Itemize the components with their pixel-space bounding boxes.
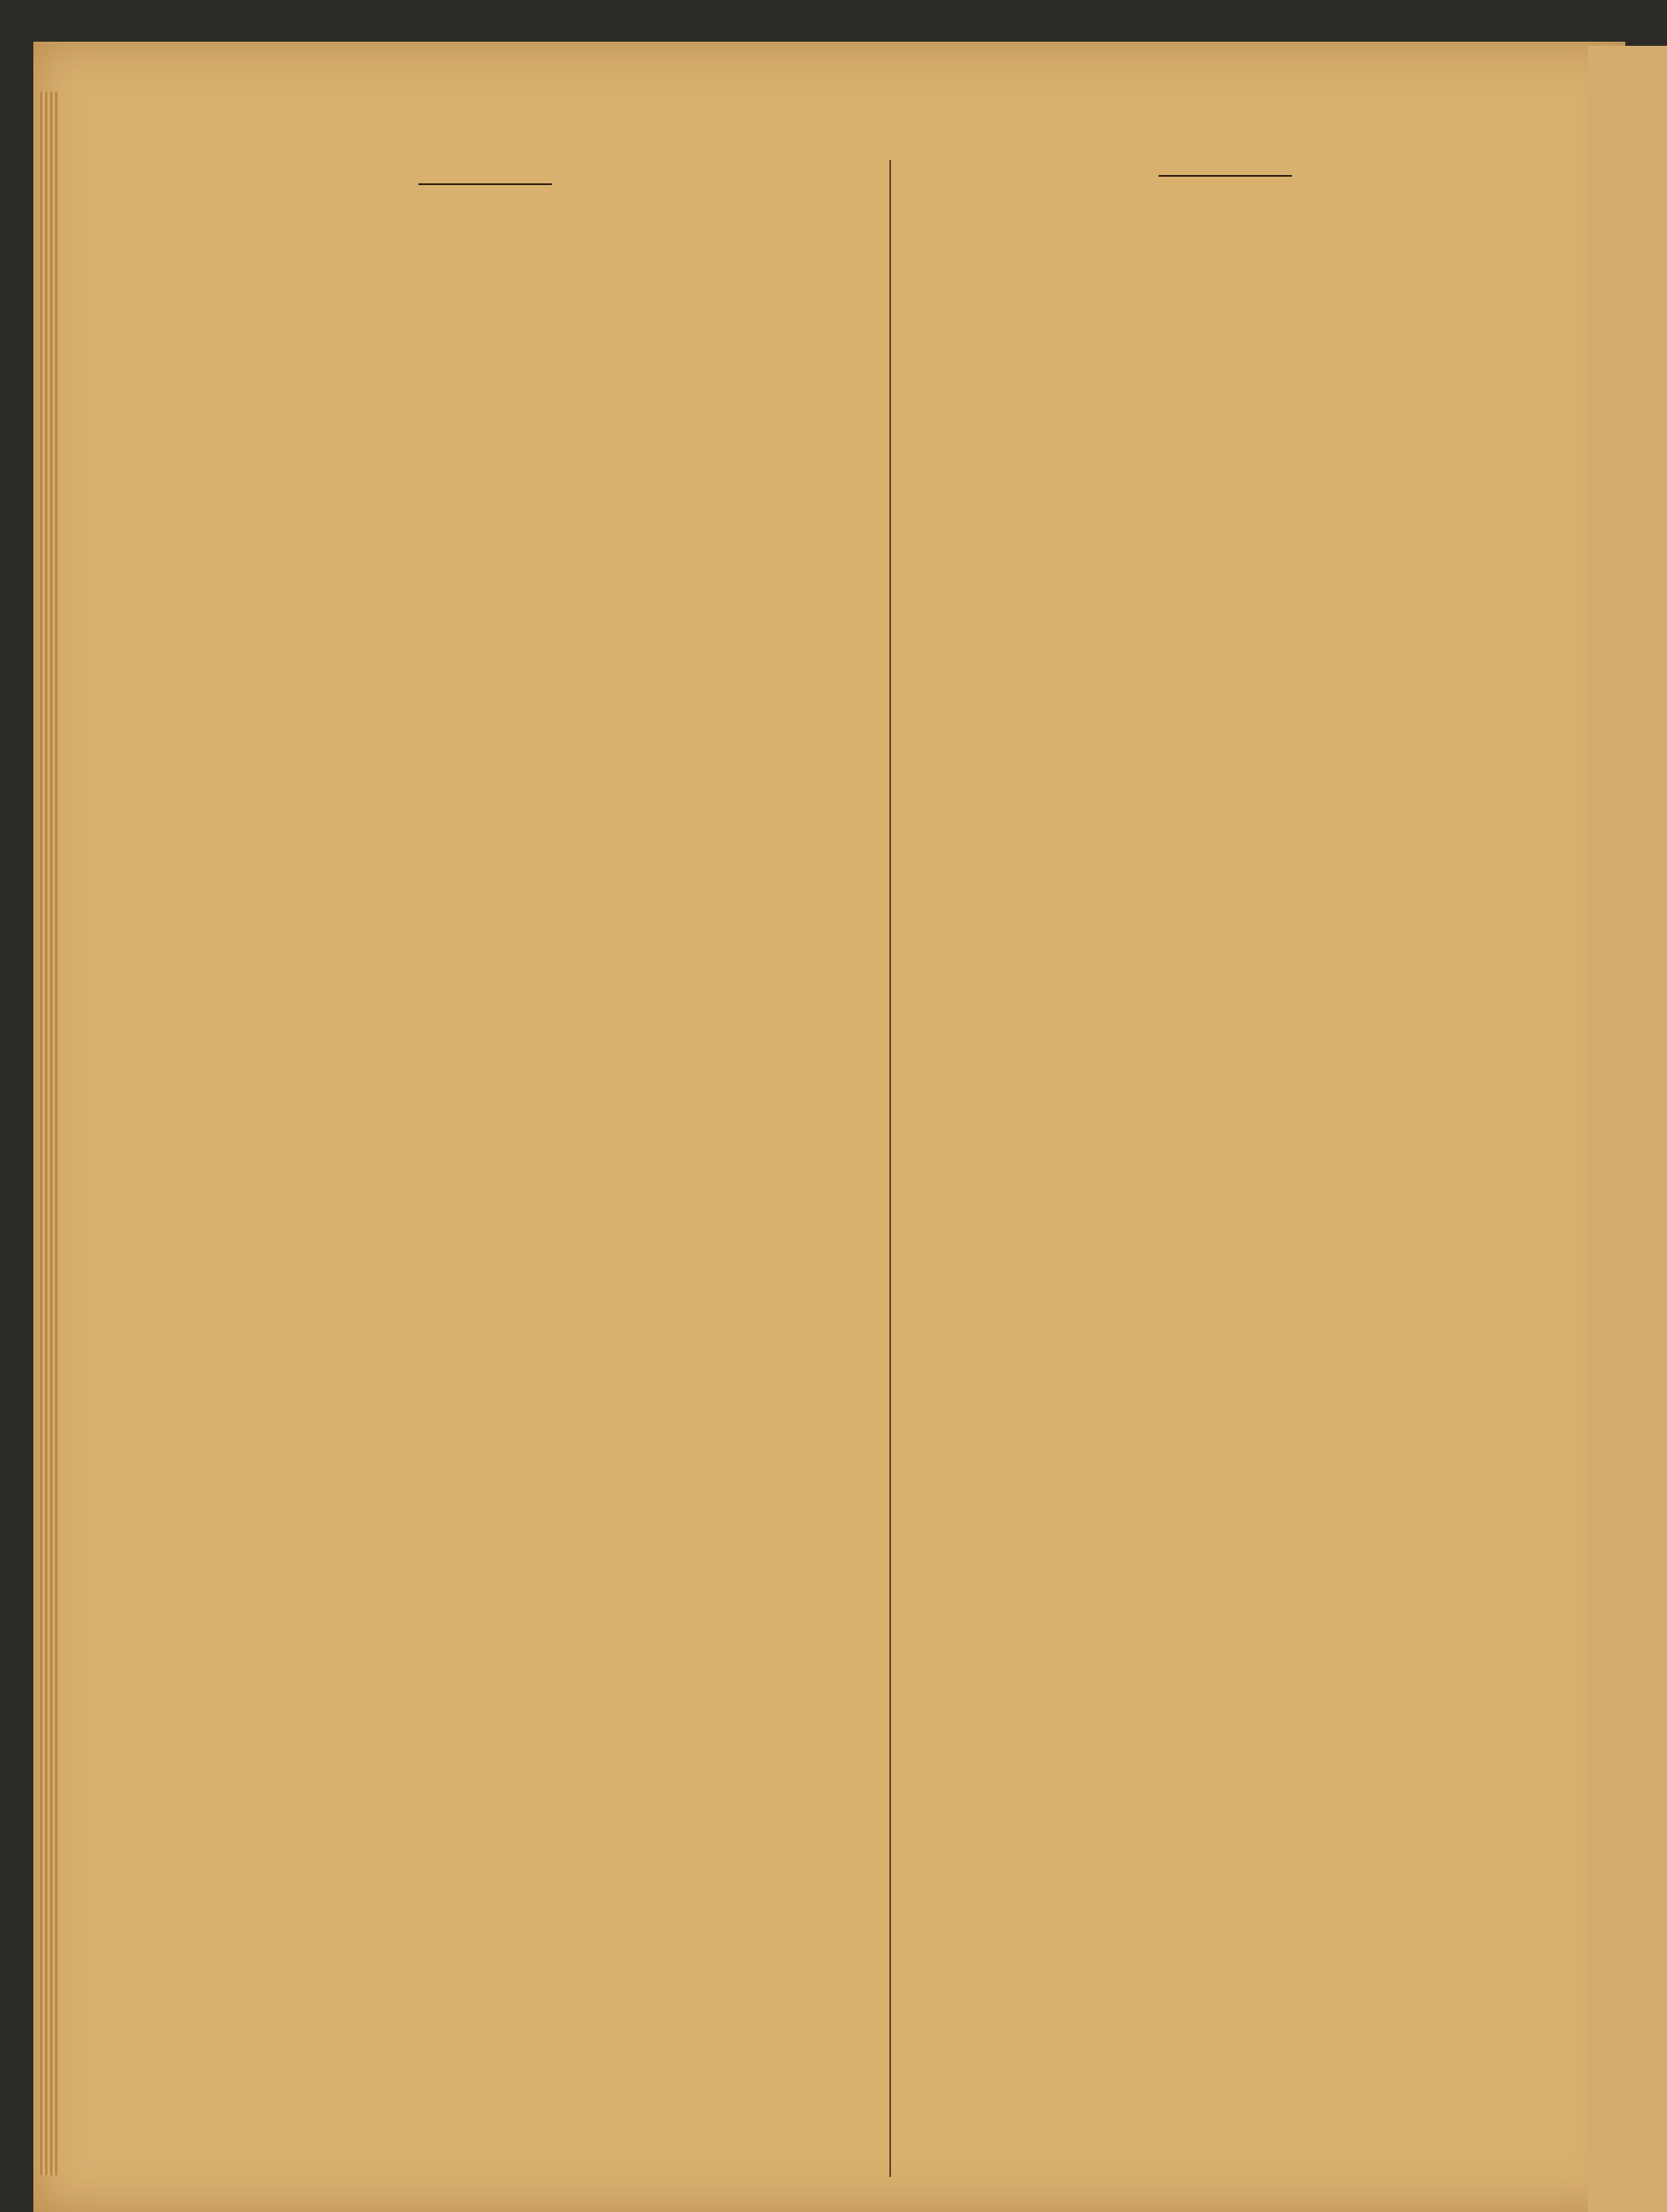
section-rule (1159, 175, 1292, 177)
newspaper-page (33, 42, 1625, 2212)
page-stack-edge (40, 92, 58, 2175)
section-rule (418, 183, 552, 185)
right-column (909, 160, 1542, 192)
column-divider (889, 160, 891, 2177)
next-page-strip (1588, 46, 1667, 2212)
left-column (152, 168, 818, 200)
